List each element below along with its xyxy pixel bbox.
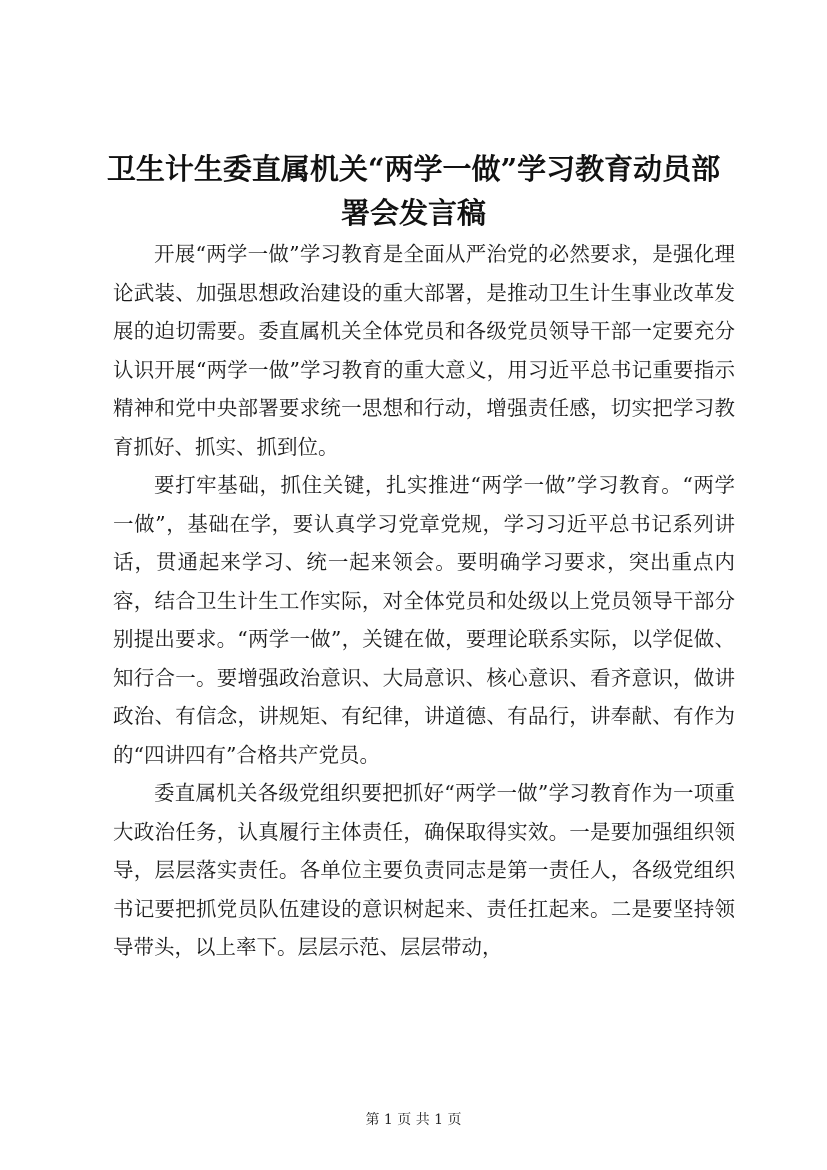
body-paragraph-1: 开展“两学一做”学习教育是全面从严治党的必然要求，是强化理论武装、加强思想政治建设的重大部署，是推动卫生计生事业改革发展的迫切需要。委直属机关全体党员和各级党员领导干部一定要充分认识开展“两学一做”学习教育的重大意义，用习近平总书记重要指示精神和党中央部署要求统一思想和行动，增强责任感，切实把学习教育抓好、抓实、抓到位。 [113,242,735,459]
document-body [113,235,735,967]
document-title: 卫生计生委直属机关“两学一做”学习教育动员部署会发言稿 [106,152,721,230]
body-paragraph-3: 委直属机关各级党组织要把抓好“两学一做”学习教育作为一项重大政治任务，认真履行主体责任，确保取得实效。一是要加强组织领导，层层落实责任。各单位主要负责同志是第一责任人，各级党组织书记要把抓党员队伍建设的意识树起来、责任扛起来。二是要坚持领导带头，以上率下。层层示范、层层带动， [113,781,735,959]
page-footer: 第 1 页 共 1 页 [365,1112,462,1128]
body-paragraph-2: 要打牢基础，抓住关键，扎实推进“两学一做”学习教育。“两学一做”，基础在学，要认真学习党章党规，学习习近平总书记系列讲话，贯通起来学习、统一起来领会。要明确学习要求，突出重点内容，结合卫生计生工作实际，对全体党员和处级以上党员领导干部分别提出要求。“两学一做”，关键在做，要理论联系实际，以学促做、知行合一。要增强政治意识、大局意识、核心意识、看齐意识，做讲政治、有信念，讲规矩、有纪律，讲道德、有品行，讲奉献、有作为的“四讲四有”合格共产党员。 [113,473,735,767]
